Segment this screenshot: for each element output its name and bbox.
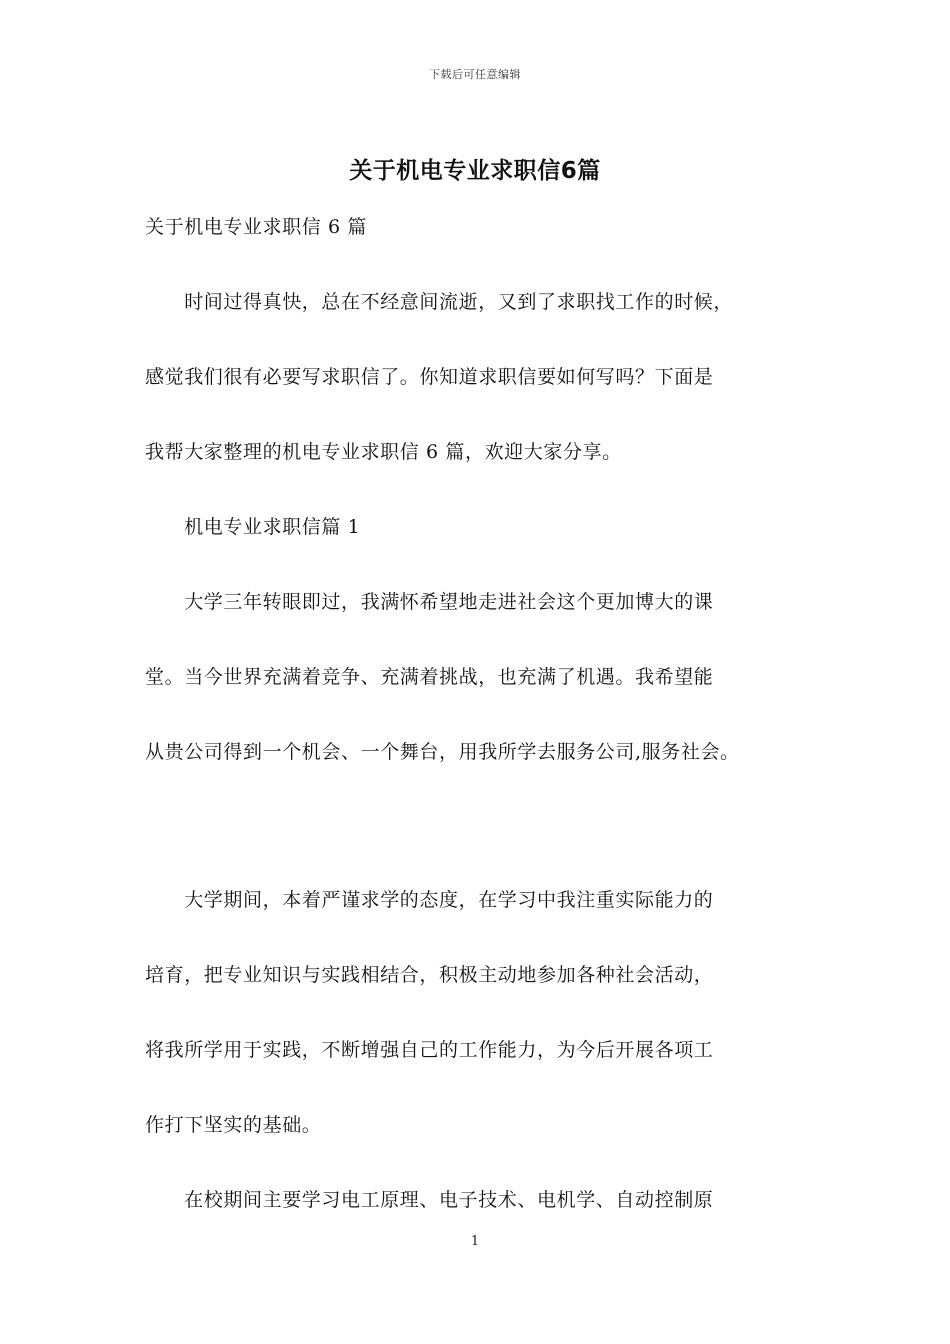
body-line: 培育，把专业知识与实践相结合，积极主动地参加各种社会活动， xyxy=(145,964,714,986)
section-heading: 机电专业求职信篇 1 xyxy=(145,516,361,538)
body-line: 时间过得真快，总在不经意间流逝，又到了求职找工作的时候， xyxy=(145,291,734,313)
body-line: 感觉我们很有必要写求职信了。你知道求职信要如何写吗？下面是 xyxy=(145,366,714,388)
body-line: 我帮大家整理的机电专业求职信 6 篇，欢迎大家分享。 xyxy=(145,441,622,463)
header-note: 下载后可任意编辑 xyxy=(429,68,521,81)
body-line: 从贵公司得到一个机会、一个舞台，用我所学去服务公司,服务社会。 xyxy=(145,741,740,763)
body-line: 作打下坚实的基础。 xyxy=(145,1114,322,1136)
body-line: 大学期间，本着严谨求学的态度，在学习中我注重实际能力的 xyxy=(145,889,714,911)
body-line: 将我所学用于实践，不断增强自己的工作能力，为今后开展各项工 xyxy=(145,1039,714,1061)
subtitle-line: 关于机电专业求职信 6 篇 xyxy=(145,216,367,238)
body-line: 在校期间主要学习电工原理、电子技术、电机学、自动控制原 xyxy=(145,1189,714,1211)
body-line: 堂。当今世界充满着竞争、充满着挑战，也充满了机遇。我希望能 xyxy=(145,666,714,688)
document-title: 关于机电专业求职信6篇 xyxy=(349,158,601,184)
body-line: 大学三年转眼即过，我满怀希望地走进社会这个更加博大的课 xyxy=(145,591,714,613)
page-number: 1 xyxy=(470,1234,480,1249)
